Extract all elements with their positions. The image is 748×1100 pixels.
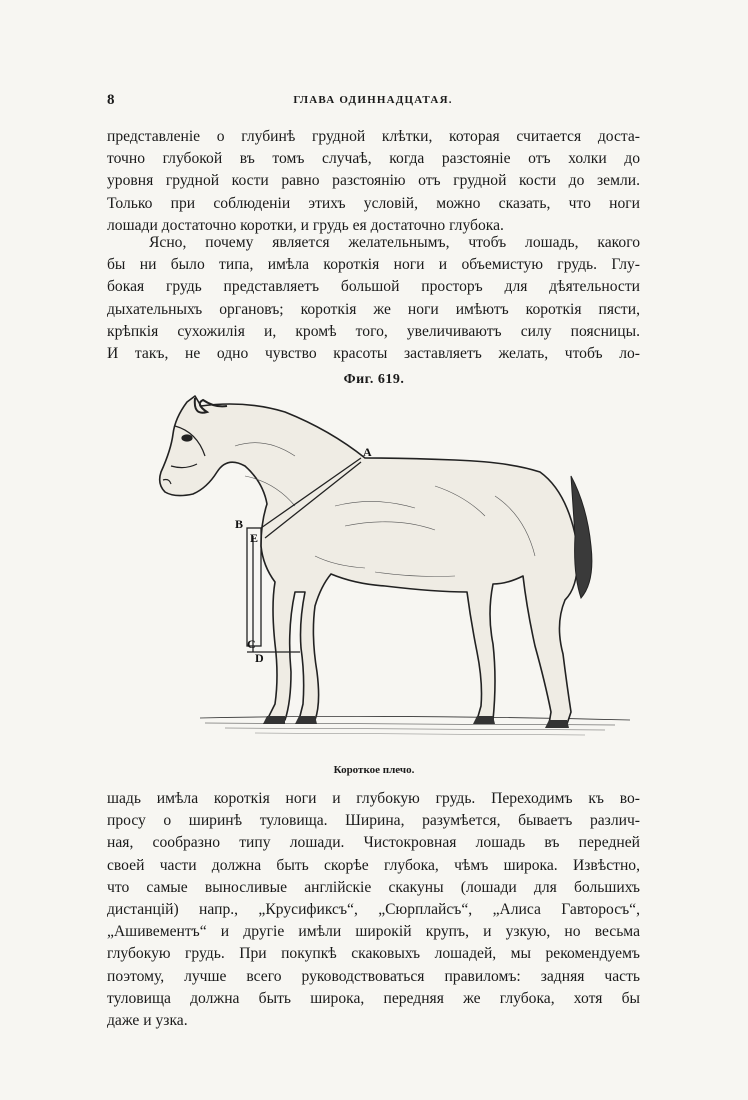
paragraph-body-width	[107, 788, 640, 1032]
text-line: поэтому, лучше всего руководствоваться правиломъ: задняя часть	[107, 967, 640, 985]
text-line: Ясно, почему является желательнымъ, чтобъ лошадь, какого	[149, 234, 640, 251]
text-line: бокая грудь представляетъ большой просторъ для дѣятельности	[107, 278, 640, 296]
text-line: лошади достаточно коротки, и грудь ея достаточно глубока.	[107, 216, 504, 234]
text-line: глубокую грудь. При покупкѣ скаковыхъ лошадей, мы рекомендуемъ	[107, 945, 640, 963]
text-line: дыхательныхъ органовъ; короткія же ноги имѣютъ короткія пясти,	[107, 300, 640, 318]
text-line: точно глубокой въ томъ случаѣ, когда разстояніе отъ холки до	[107, 150, 640, 168]
label-point-e: E	[250, 531, 259, 545]
text-line: уровня грудной кости равно разстоянію отъ грудной кости до земли.	[107, 172, 640, 190]
text-line: даже и узка.	[107, 1012, 188, 1030]
label-point-c: C	[247, 637, 256, 651]
text-line: дистанцій) напр., „Крусификсъ“, „Сюрплайсъ“, „Алиса Гавторосъ“,	[107, 901, 640, 919]
horse-illustration	[135, 386, 635, 758]
label-point-a: A	[363, 445, 372, 459]
running-head	[107, 92, 639, 110]
figure-caption: Короткое плечо.	[333, 764, 415, 776]
text-line: бы ни было типа, имѣла короткія ноги и объемистую грудь. Глу-	[107, 256, 640, 274]
text-line: крѣпкія сухожилія и, кромѣ того, увеличиваютъ силу поясницы.	[107, 322, 640, 340]
text-line: „Ашивементъ“ и другіе имѣли широкій крупъ, и узкую, но весьма	[107, 923, 640, 941]
page-number: 8	[107, 92, 115, 108]
text-line: представленіе о глубинѣ грудной клѣтки, которая считается доста-	[107, 128, 640, 145]
text-line: своей части должна быть скорѣе глубока, чѣмъ широка. Извѣстно,	[107, 856, 640, 874]
figure-label: Фиг. 619.	[343, 372, 405, 387]
label-point-d: D	[255, 651, 264, 665]
paragraph-continued	[107, 126, 640, 237]
paragraph-short-legs	[107, 232, 640, 365]
text-line: ная, сообразно типу лошади. Чистокровная лошадь въ передней	[107, 834, 640, 852]
label-point-b: B	[235, 517, 244, 531]
text-line: туловища должна быть широка, передняя же глубока, хотя бы	[107, 989, 640, 1007]
text-line: Только при соблюденіи этихъ условій, можно сказать, что ноги	[107, 194, 640, 212]
text-line: шадь имѣла короткія ноги и глубокую грудь. Переходимъ къ во-	[107, 790, 640, 807]
text-line: И такъ, не одно чувство красоты заставляетъ желать, чтобъ ло-	[107, 345, 640, 363]
text-line: что самые выносливые англійскіе скакуны (лошади для большихъ	[107, 878, 640, 896]
text-line: просу о ширинѣ туловища. Ширина, разумѣется, бываетъ различ-	[107, 812, 640, 830]
chapter-title: ГЛАВА ОДИННАДЦАТАЯ.	[293, 94, 453, 106]
